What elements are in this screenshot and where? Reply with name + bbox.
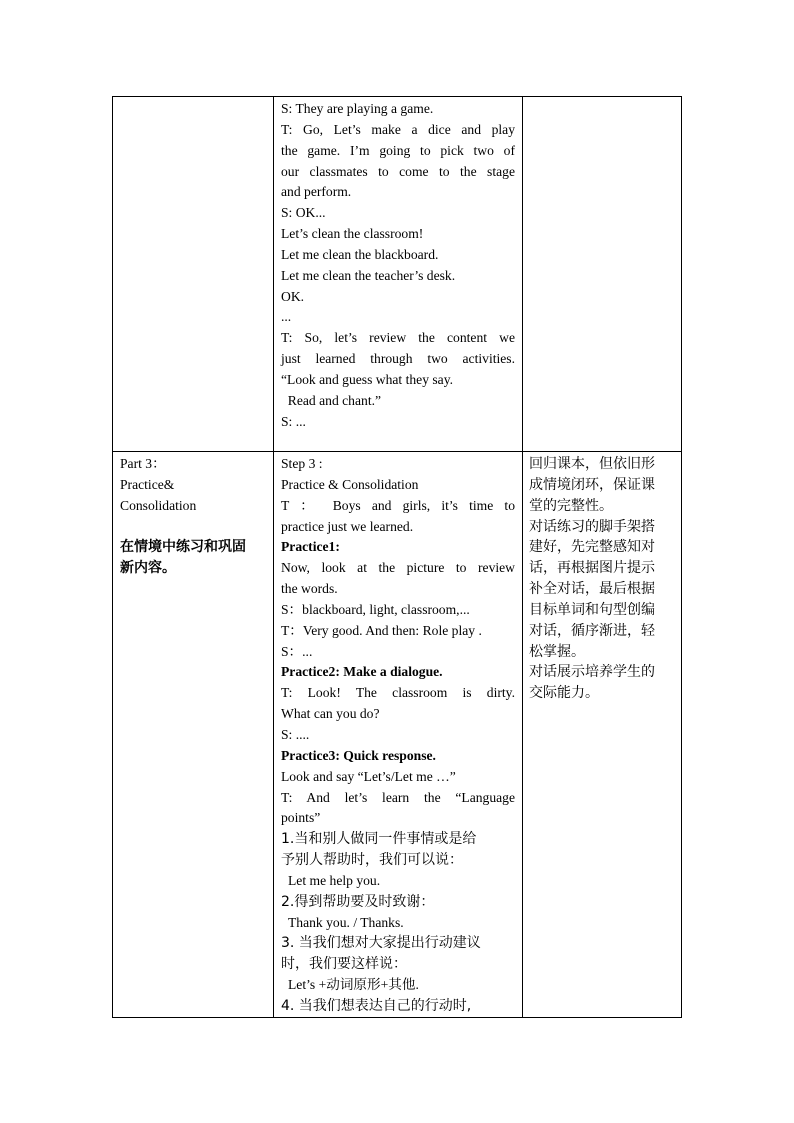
activity-line: S：blackboard, light, classroom,... [281,601,470,617]
activity-line: What can you do? [281,706,380,722]
activity-line: practice just we learned. [281,518,414,534]
part-label: Part 3： [120,456,166,471]
activity-line: Let me clean the teacher’s desk. [281,267,456,283]
purpose-line: 补全对话，最后根据 [529,581,655,598]
purpose-line: 对话，循序渐进，轻 [529,622,655,639]
practice-heading: Practice1: [281,539,340,555]
activity-line: T: So, let’s review the content we [281,330,515,346]
purpose-line: 成情境闭环，保证课 [529,476,655,493]
purpose-line: 松掌握。 [529,643,585,660]
activity-line: Look and say “Let’s/Let me …” [281,768,456,784]
language-point-line: 时，我们要这样说： [281,956,407,973]
purpose-line: 交际能力。 [529,685,599,702]
purpose-line: 对话练习的脚手架搭 [529,518,655,535]
activity-line: just learned through two activities. [281,351,515,367]
row2-purpose-cell [523,452,682,1018]
purpose-line: 回归课本，但依旧形 [529,456,655,472]
part-title-line2: Consolidation [120,497,197,513]
activity-line: Step 3 : [281,456,323,471]
activity-line: Read and chant.” [281,392,382,408]
language-point-line: 3. 当我们想对大家提出行动建议 [281,935,481,952]
activity-line: OK. [281,288,305,304]
activity-line: Let’s clean the classroom! [281,226,424,242]
purpose-line: 堂的完整性。 [529,497,613,514]
practice-heading: Practice2: Make a dialogue. [281,664,443,680]
activity-line: Practice & Consolidation [281,476,419,492]
row2-activity-cell [274,452,523,1018]
activity-line: T ： Boys and girls, it’s time to [281,497,515,513]
activity-line: Now, look at the picture to review [281,560,515,576]
activity-line: “Look and guess what they say. [281,371,454,387]
activity-line: ... [281,309,292,325]
activity-line: T: Look! The classroom is dirty. [281,685,515,701]
row1-purpose-cell [523,97,682,452]
activity-line: S：... [281,643,313,659]
activity-line: S: They are playing a game. [281,101,434,116]
table-row-part2-continued [113,97,682,452]
part-goal-line1: 在情境中练习和巩固 [120,539,246,556]
row1-activity-cell [274,97,523,452]
language-point-line: 1.当和别人做同一件事情或是给 [281,831,477,848]
activity-line: T: And let’s learn the “Language [281,789,515,805]
table-row-part3 [113,452,682,1018]
activity-line: our classmates to come to the stage [281,163,515,179]
activity-line: the words. [281,581,338,597]
activity-line: S: OK... [281,205,326,221]
purpose-line: 目标单词和句型创编 [529,601,655,618]
purpose-line: 对话展示培养学生的 [529,664,655,681]
language-point-line: 2.得到帮助要及时致谢： [281,893,435,910]
language-point-example: Let me help you. [288,872,381,888]
activity-line: S: ... [281,413,306,429]
activity-line: T：Very good. And then: Role play . [281,622,482,638]
activity-line: T: Go, Let’s make a dice and play [281,121,515,137]
part-goal-line2: 新内容。 [120,560,176,577]
activity-line: Let me clean the blackboard. [281,246,439,262]
language-point-line: 予别人帮助时，我们可以说： [281,852,463,869]
row1-stage-cell [113,97,274,452]
activity-line: the game. I’m going to pick two of [281,142,515,158]
language-point-line: 4. 当我们想表达自己的行动时, [281,997,472,1014]
row2-stage-cell [113,452,274,1018]
lesson-plan-table [112,96,682,1018]
purpose-line: 话，再根据图片提示 [529,560,655,577]
part-title-line1: Practice& [120,476,175,492]
activity-line: and perform. [281,184,352,200]
language-point-example: Thank you. / Thanks. [288,914,404,930]
purpose-line: 建好，先完整感知对 [529,539,655,556]
practice-heading: Practice3: Quick response. [281,747,436,763]
activity-line: S: .... [281,726,310,742]
language-point-example: Let’s +动词原形+其他. [288,977,419,993]
activity-line: points” [281,810,321,826]
